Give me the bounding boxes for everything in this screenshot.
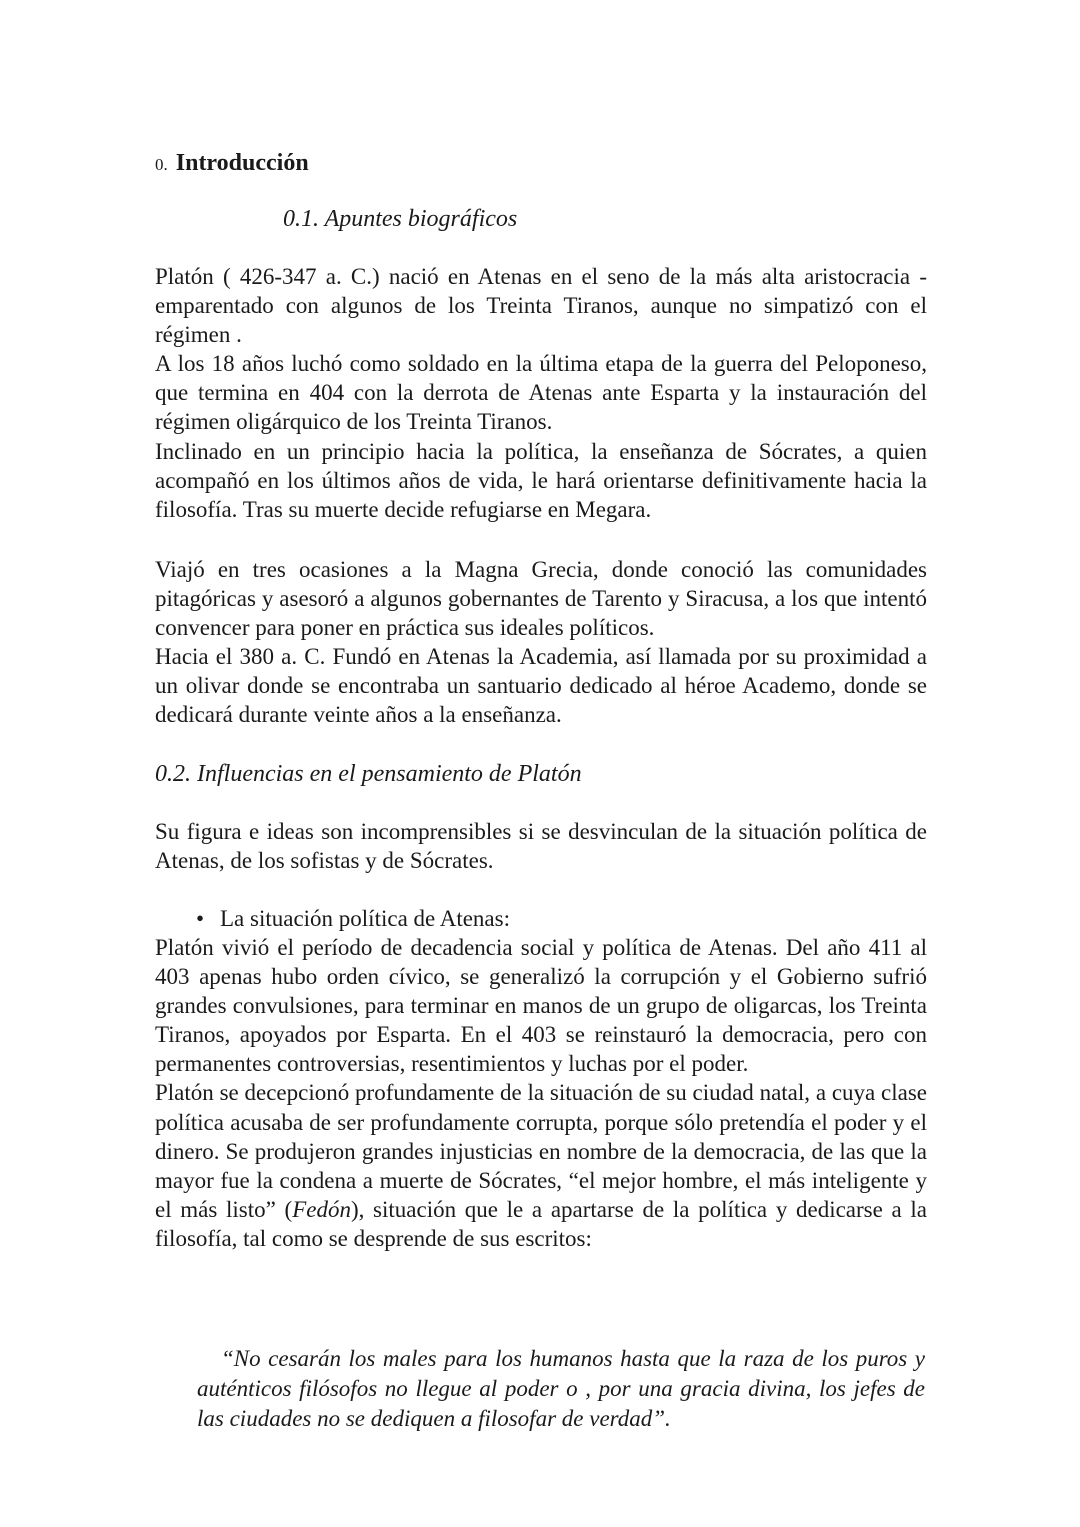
subsection-heading-influences: 0.2. Influencias en el pensamiento de Platón <box>155 761 582 787</box>
travels-text-2: Hacia el 380 a. C. Fundó en Atenas la Academia, así llamada por su proximidad a un olivar donde se encontraba un santuario dedicado al héroe Academo, donde se dedicará durante veinte años a la enseñanza. <box>155 644 927 728</box>
political-text-2-before: Platón se decepcionó profundamente de la situación de su ciudad natal, a cuya clase política acusaba de ser profundamente corrupta, porque sólo pretendía el poder y el dinero. Se produjeron grandes injusticias en nombre de la democracia, de las que la mayor fue la condena a muerte de Sócrates, “el mejor hombre, el más inteligente y el más listo” ( <box>155 1080 927 1222</box>
block-quote: “No cesarán los males para los humanos hasta que la raza de los puros y auténticos filósofos no llegue al poder o , por una gracia divina, los jefes de las ciudades no se dediquen a filosofar de verdad”. <box>197 1346 925 1431</box>
political-situation-paragraph <box>155 933 927 1253</box>
biography-text-1: Platón ( 426-347 a. C.) nació en Atenas en el seno de la más alta aristocracia - emparentado con algunos de los Treinta Tiranos, aunque no simpatizó con el régimen . <box>155 264 927 348</box>
section-number: 0. <box>155 155 168 174</box>
section-title: Introducción <box>175 150 309 176</box>
biography-text-3: Inclinado en un principio hacia la política, la enseñanza de Sócrates, a quien acompañó en los últimos años de vida, le hará orientarse definitivamente hacia la filosofía. Tras su muerte decide refugiarse en Megara. <box>155 438 927 522</box>
biography-text-2: A los 18 años luchó como soldado en la última etapa de la guerra del Peloponeso, que termina en 404 con la derrota de Atenas ante Esparta y la instauración del régimen oligárquico de los Treinta Tiranos. <box>155 351 927 435</box>
travels-paragraph <box>155 555 927 730</box>
bullet-label: La situación política de Atenas: <box>220 906 510 931</box>
influences-intro-paragraph <box>155 817 927 875</box>
subsection-heading-biography: 0.1. Apuntes biográficos <box>283 206 518 232</box>
influences-intro-text: Su figura e ideas son incomprensibles si se desvinculan de la situación política de Atenas, de los sofistas y de Sócrates. <box>155 819 927 874</box>
bullet-list-item <box>196 904 510 933</box>
section-heading <box>155 148 309 180</box>
biography-paragraph <box>155 262 927 524</box>
political-text-2 <box>155 1078 927 1253</box>
political-text-2-after: ), situación que le a apartarse de la política y dedicarse a la filosofía, tal como se desprende de sus escritos: <box>155 1196 927 1251</box>
travels-text-1: Viajó en tres ocasiones a la Magna Grecia, donde conoció las comunidades pitagóricas y asesoró a algunos gobernantes de Tarento y Siracusa, a los que intentó convencer para poner en práctica sus ideales políticos. <box>155 557 927 641</box>
work-title-fedon: Fedón <box>292 1196 351 1222</box>
bullet-icon: • <box>196 906 205 931</box>
political-text-1: Platón vivió el período de decadencia social y política de Atenas. Del año 411 al 403 apenas hubo orden cívico, se generalizó la corrupción y el Gobierno sufrió grandes convulsiones, para terminar en manos de un grupo de oligarcas, los Treinta Tiranos, apoyados por Esparta. En el 403 se reinstauró la democracia, pero con permanentes controversias, resentimientos y luchas por el poder. <box>155 935 927 1077</box>
